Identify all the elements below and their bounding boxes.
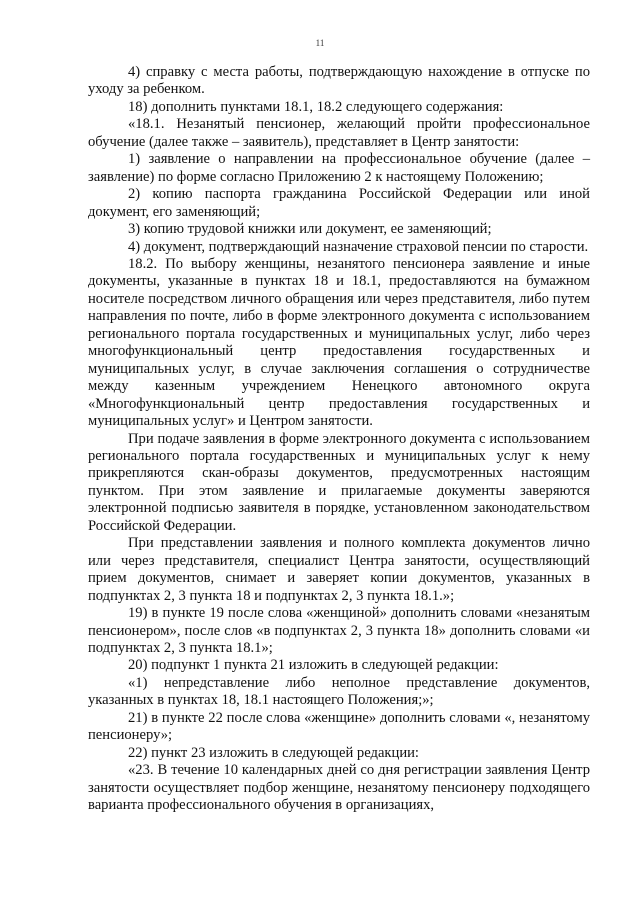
paragraph-21-item-1: «1) непредставление либо неполное представление документов, указанных в пунктах 18, 18.1 настоящего Положения;»; [88, 674, 590, 709]
paragraph-23: «23. В течение 10 календарных дней со дня регистрации заявления Центр занятости осуществляет подбор женщине, незанятому пенсионеру подходящего варианта профессионального обучения в организациях, [88, 762, 590, 814]
paragraph-amend-19: 19) в пункте 19 после слова «женщиной» дополнить словами «незанятым пенсионером», после слов «в подпунктах 2, 3 пункта 18» дополнить словами «и подпунктах 2, 3 пункта 18.1»; [88, 605, 590, 656]
paragraph-amend-22: 22) пункт 23 изложить в следующей редакции: [128, 744, 419, 761]
paragraph-18-1-item-4: 4) документ, подтверждающий назначение страховой пенсии по старости. [128, 238, 589, 255]
paragraph-amend-20: 20) подпункт 1 пункта 21 изложить в следующей редакции: [128, 657, 499, 674]
paragraph-amend-18: 18) дополнить пунктами 18.1, 18.2 следующего содержания: [128, 98, 504, 115]
paragraph-18-1-item-2: 2) копию паспорта гражданина Российской Федерации или иной документ, его заменяющий; [88, 186, 590, 220]
paragraph-18-1: «18.1. Незанятый пенсионер, желающий пройти профессиональное обучение (далее также – заявитель), представляет в Центр занятости: [88, 116, 590, 150]
paragraph-18-2: 18.2. По выбору женщины, незанятого пенсионера заявление и иные документы, указанные в пунктах 18 и 18.1, предоставляются на бумажном носителе посредством личного обращения или через представителя, либо путем направления по почте, либо в форме электронного документа с использованием регионального портала государственных и муниципальных услуг, либо через многофункциональный центр предоставления государственных и муниципальных услуг, в случае заключения соглашения о сотрудничестве между казенным учреждением Ненецкого автономного округа «Многофункциональный центр предоставления государственных и муниципальных услуг» и Центром занятости. [88, 255, 590, 430]
paragraph-amend-21: 21) в пункте 22 после слова «женщине» дополнить словами «, незанятому пенсионеру»; [88, 709, 590, 744]
document-body [88, 64, 590, 814]
paragraph-18-1-item-1: 1) заявление о направлении на профессиональное обучение (далее – заявление) по форме согласно Приложению 2 к настоящему Положению; [88, 151, 590, 185]
paragraph-electronic-submission: При подаче заявления в форме электронного документа с использованием регионального портала государственных и муниципальных услуг к нему прикрепляются скан-образы документов, предусмотренных настоящим пунктом. При этом заявление и прилагаемые документы заверяются электронной подписью заявителя в порядке, установленном законодательством Российской Федерации. [88, 430, 590, 534]
paragraph-18-1-item-3: 3) копию трудовой книжки или документ, ее заменяющий; [128, 221, 492, 238]
paragraph-personal-submission: При представлении заявления и полного комплекта документов лично или через представителя, специалист Центра занятости, осуществляющий прием документов, снимает и заверяет копии документов, указанных в подпунктах 2, 3 пункта 18 и подпунктах 2, 3 пункта 18.1.»; [88, 535, 590, 604]
page-number: 11 [315, 38, 325, 48]
paragraph-item-4-certificate: 4) справку с места работы, подтверждающую нахождение в отпуске по уходу за ребенком. [88, 64, 590, 98]
